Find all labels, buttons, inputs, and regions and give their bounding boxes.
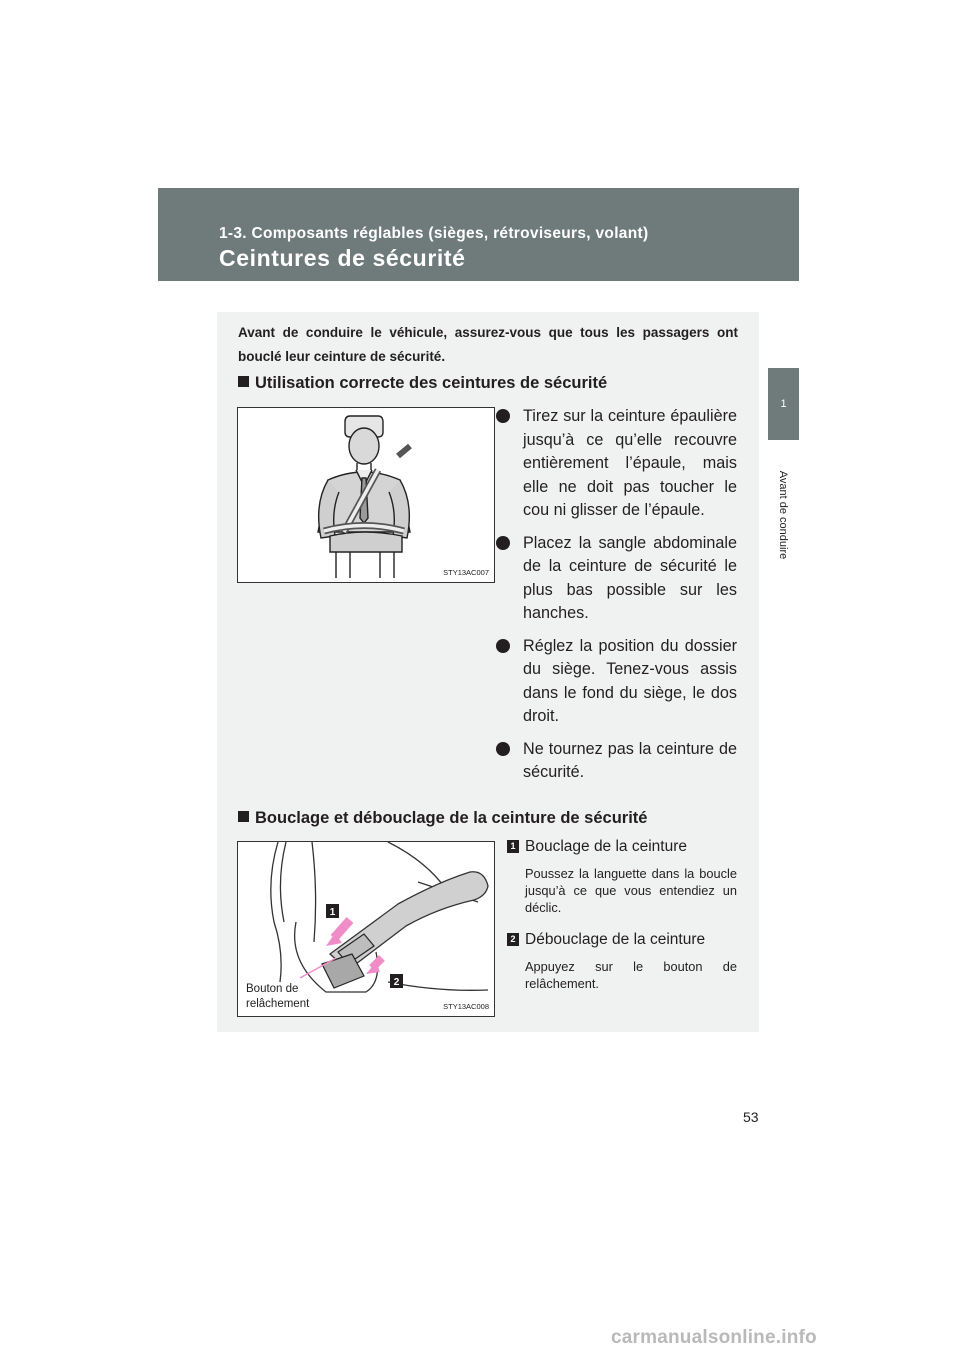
seated-person-illustration — [238, 408, 494, 582]
chapter-number: 1 — [780, 398, 787, 410]
step-unbuckle — [507, 930, 737, 992]
usage-bullet-list — [496, 405, 737, 794]
page-number: 53 — [743, 1109, 759, 1125]
list-item: Placez la sangle abdominale de la ceinture de sécurité le plus bas possible sur les hanches. — [496, 532, 737, 626]
square-bullet-icon — [238, 376, 249, 387]
content-panel — [217, 312, 759, 1032]
step-buckle — [507, 837, 737, 916]
step-description: Poussez la languette dans la boucle jusqu’à ce que vous entendiez un déclic. — [525, 866, 737, 915]
step-title: Bouclage de la ceinture — [525, 838, 688, 855]
page-header — [158, 188, 799, 281]
step-number-badge: 1 — [507, 840, 519, 853]
chapter-label: Avant de conduire — [777, 470, 789, 560]
chapter-tab[interactable] — [768, 368, 799, 440]
release-button-label-line1: Bouton de — [246, 983, 299, 995]
intro-text: Avant de conduire le véhicule, assurez-vous que tous les passagers ont bouclé leur ceinture de sécurité. — [238, 325, 738, 364]
figure-seatbelt-buckle — [237, 841, 495, 1017]
bullet-dot-icon — [496, 536, 510, 550]
buckling-steps — [507, 837, 737, 992]
bullet-dot-icon — [496, 639, 510, 653]
step-title: Débouclage de la ceinture — [525, 931, 706, 948]
figure-seated-person — [237, 407, 495, 583]
watermark[interactable]: carmanualsonline.info — [611, 1327, 817, 1348]
figure-code: STY13AC008 — [443, 1002, 489, 1011]
bullet-dot-icon — [496, 409, 510, 423]
section-heading-buckling: Bouclage et débouclage de la ceinture de sécurité — [238, 809, 647, 828]
list-item: Réglez la position du dossier du siège. Tenez-vous assis dans le fond du siège, le dos droit. — [496, 635, 737, 729]
figure-code: STY13AC007 — [443, 568, 489, 577]
seatbelt-buckle-illustration — [238, 842, 494, 1016]
section-subtitle: 1-3. Composants réglables (sièges, rétroviseurs, volant) — [219, 225, 649, 242]
bullet-dot-icon — [496, 742, 510, 756]
svg-text:2: 2 — [393, 977, 400, 988]
section-heading-usage: Utilisation correcte des ceintures de sécurité — [238, 374, 607, 393]
release-button-label-line2: relâchement — [246, 998, 310, 1010]
list-item: Tirez sur la ceinture épaulière jusqu’à ce qu’elle recouvre entièrement l’épaule, mais elle ne doit pas toucher le cou ni glisser de l’épaule. — [496, 405, 737, 523]
list-item: Ne tournez pas la ceinture de sécurité. — [496, 738, 737, 785]
square-bullet-icon — [238, 811, 249, 822]
svg-text:1: 1 — [329, 907, 336, 918]
step-number-badge: 2 — [507, 933, 519, 946]
step-description: Appuyez sur le bouton de relâchement. — [525, 959, 737, 991]
page-title: Ceintures de sécurité — [219, 245, 466, 271]
